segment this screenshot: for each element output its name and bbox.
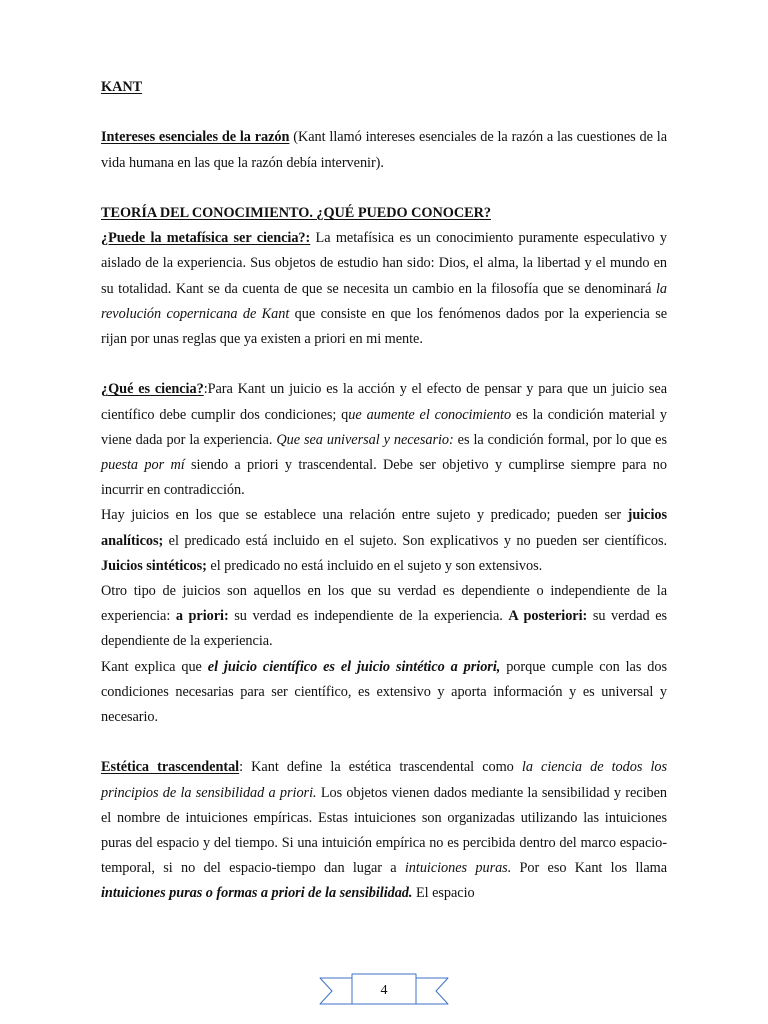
text-run: Los objetos vienen dados mediante la sensibilidad y reciben el nombre de intuiciones empíricas. Estas intuiciones son organizadas utilizando las intuiciones puras del espacio y del tiempo. Si una intuición empírica no es percibida dentro del marco espacio-temporal, si no del espacio-tiempo dan lugar a [101,784,667,877]
text-run: que consiste en que los fenómenos dados por la experiencia se rijan por unas reglas que ya existen a priori en mi mente. [101,305,668,347]
text-run: La metafísica es un conocimiento puramente especulativo y aislado de la experiencia. Sus objetos de estudio han sido: Dios, el alma, la libertad y el mundo en su totalidad. Kant se da cuenta de que se necesita un cambio en la filosofía que se denominará [101,230,668,297]
text-run: Otro tipo de juicios son aquellos en los que su verdad es dependiente o independiente de la experiencia: [101,583,667,625]
text-run: el predicado está incluido en el sujeto. Son explicativos y no pueden ser científicos. [163,532,667,549]
section-heading: TEORÍA DEL CONOCIMIENTO. ¿QUÉ PUEDO CONOCER? [101,204,491,221]
blank-line [101,176,667,201]
text-run: su verdad es dependiente de la experiencia. [101,608,668,650]
blank-line [101,730,667,755]
emphasis-text: juicios analíticos; [101,507,667,549]
a-priori-paragraph [101,579,667,655]
text-run: es la condición material y viene dada por la experiencia. [101,406,667,448]
metafisica-paragraph [101,226,667,352]
text-run: Hay juicios en los que se establece una relación entre sujeto y predicado; pueden ser [101,507,628,524]
emphasis-text: intuiciones puras. [404,860,512,877]
emphasis-text: Que sea universal y necesario: [276,431,454,448]
section-heading: Estética trascendental [101,759,240,776]
section-heading: ¿Puede la metafísica ser ciencia?: [101,230,311,247]
text-run: el predicado no está incluido en el sujeto y son extensivos. [206,557,543,574]
teoria-heading [101,201,667,226]
juicios-analiticos-paragraph [101,503,667,579]
emphasis-text: la ciencia de todos los principios de la sensibilidad a priori. [101,759,667,801]
emphasis-text: A posteriori: [508,608,588,625]
text-run: Por eso Kant los llama [511,860,667,877]
juicio-cientifico-paragraph [101,655,667,731]
text-run: su verdad es independiente de la experiencia. [228,608,509,625]
page-number: 4 [380,983,388,998]
paragraph-list [101,100,667,906]
text-run: porque cumple con las dos condiciones necesarias para ser científico, es extensivo y aporta información y es universal y necesario. [101,658,667,726]
text-run: :Para Kant un juicio es la acción y el efecto de pensar y para que un juicio sea científico debe cumplir dos condiciones; q [101,381,667,423]
emphasis-text: el juicio científico es el juicio sintético a priori, [207,658,501,675]
emphasis-text: puesta por mí [101,457,185,473]
text-run: : Kant define la estética trascendental como [239,759,522,776]
section-heading: ¿Qué es ciencia? [101,381,204,398]
emphasis-text: a priori: [175,608,229,625]
emphasis-text: ue aumente el conocimiento [348,406,512,423]
text-run: es la condición formal, por lo que es [453,431,667,448]
document-title-text: KANT [101,79,143,95]
blank-line [101,100,667,125]
text-run: siendo a priori y trascendental. Debe ser objetivo y cumplirse siempre para no incurrir en contradicción. [101,457,667,499]
section-heading: Intereses esenciales de la razón [101,129,290,146]
page-number-banner [318,972,450,1010]
text-run: (Kant llamó intereses esenciales de la razón a las cuestiones de la vida humana en las que la razón debía intervenir). [101,129,667,171]
que-es-ciencia-paragraph [101,377,667,503]
document-title [101,75,667,100]
document-body [101,75,667,907]
emphasis-text: intuiciones puras o formas a priori de la sensibilidad. [101,885,413,902]
text-run: El espacio [412,885,475,902]
intereses-paragraph [101,125,667,175]
blank-line [101,352,667,377]
estetica-paragraph [101,755,667,906]
emphasis-text: la revolución copernicana de Kant [101,280,667,322]
text-run: Kant explica que [101,658,208,675]
emphasis-text: Juicios sintéticos; [101,557,207,574]
